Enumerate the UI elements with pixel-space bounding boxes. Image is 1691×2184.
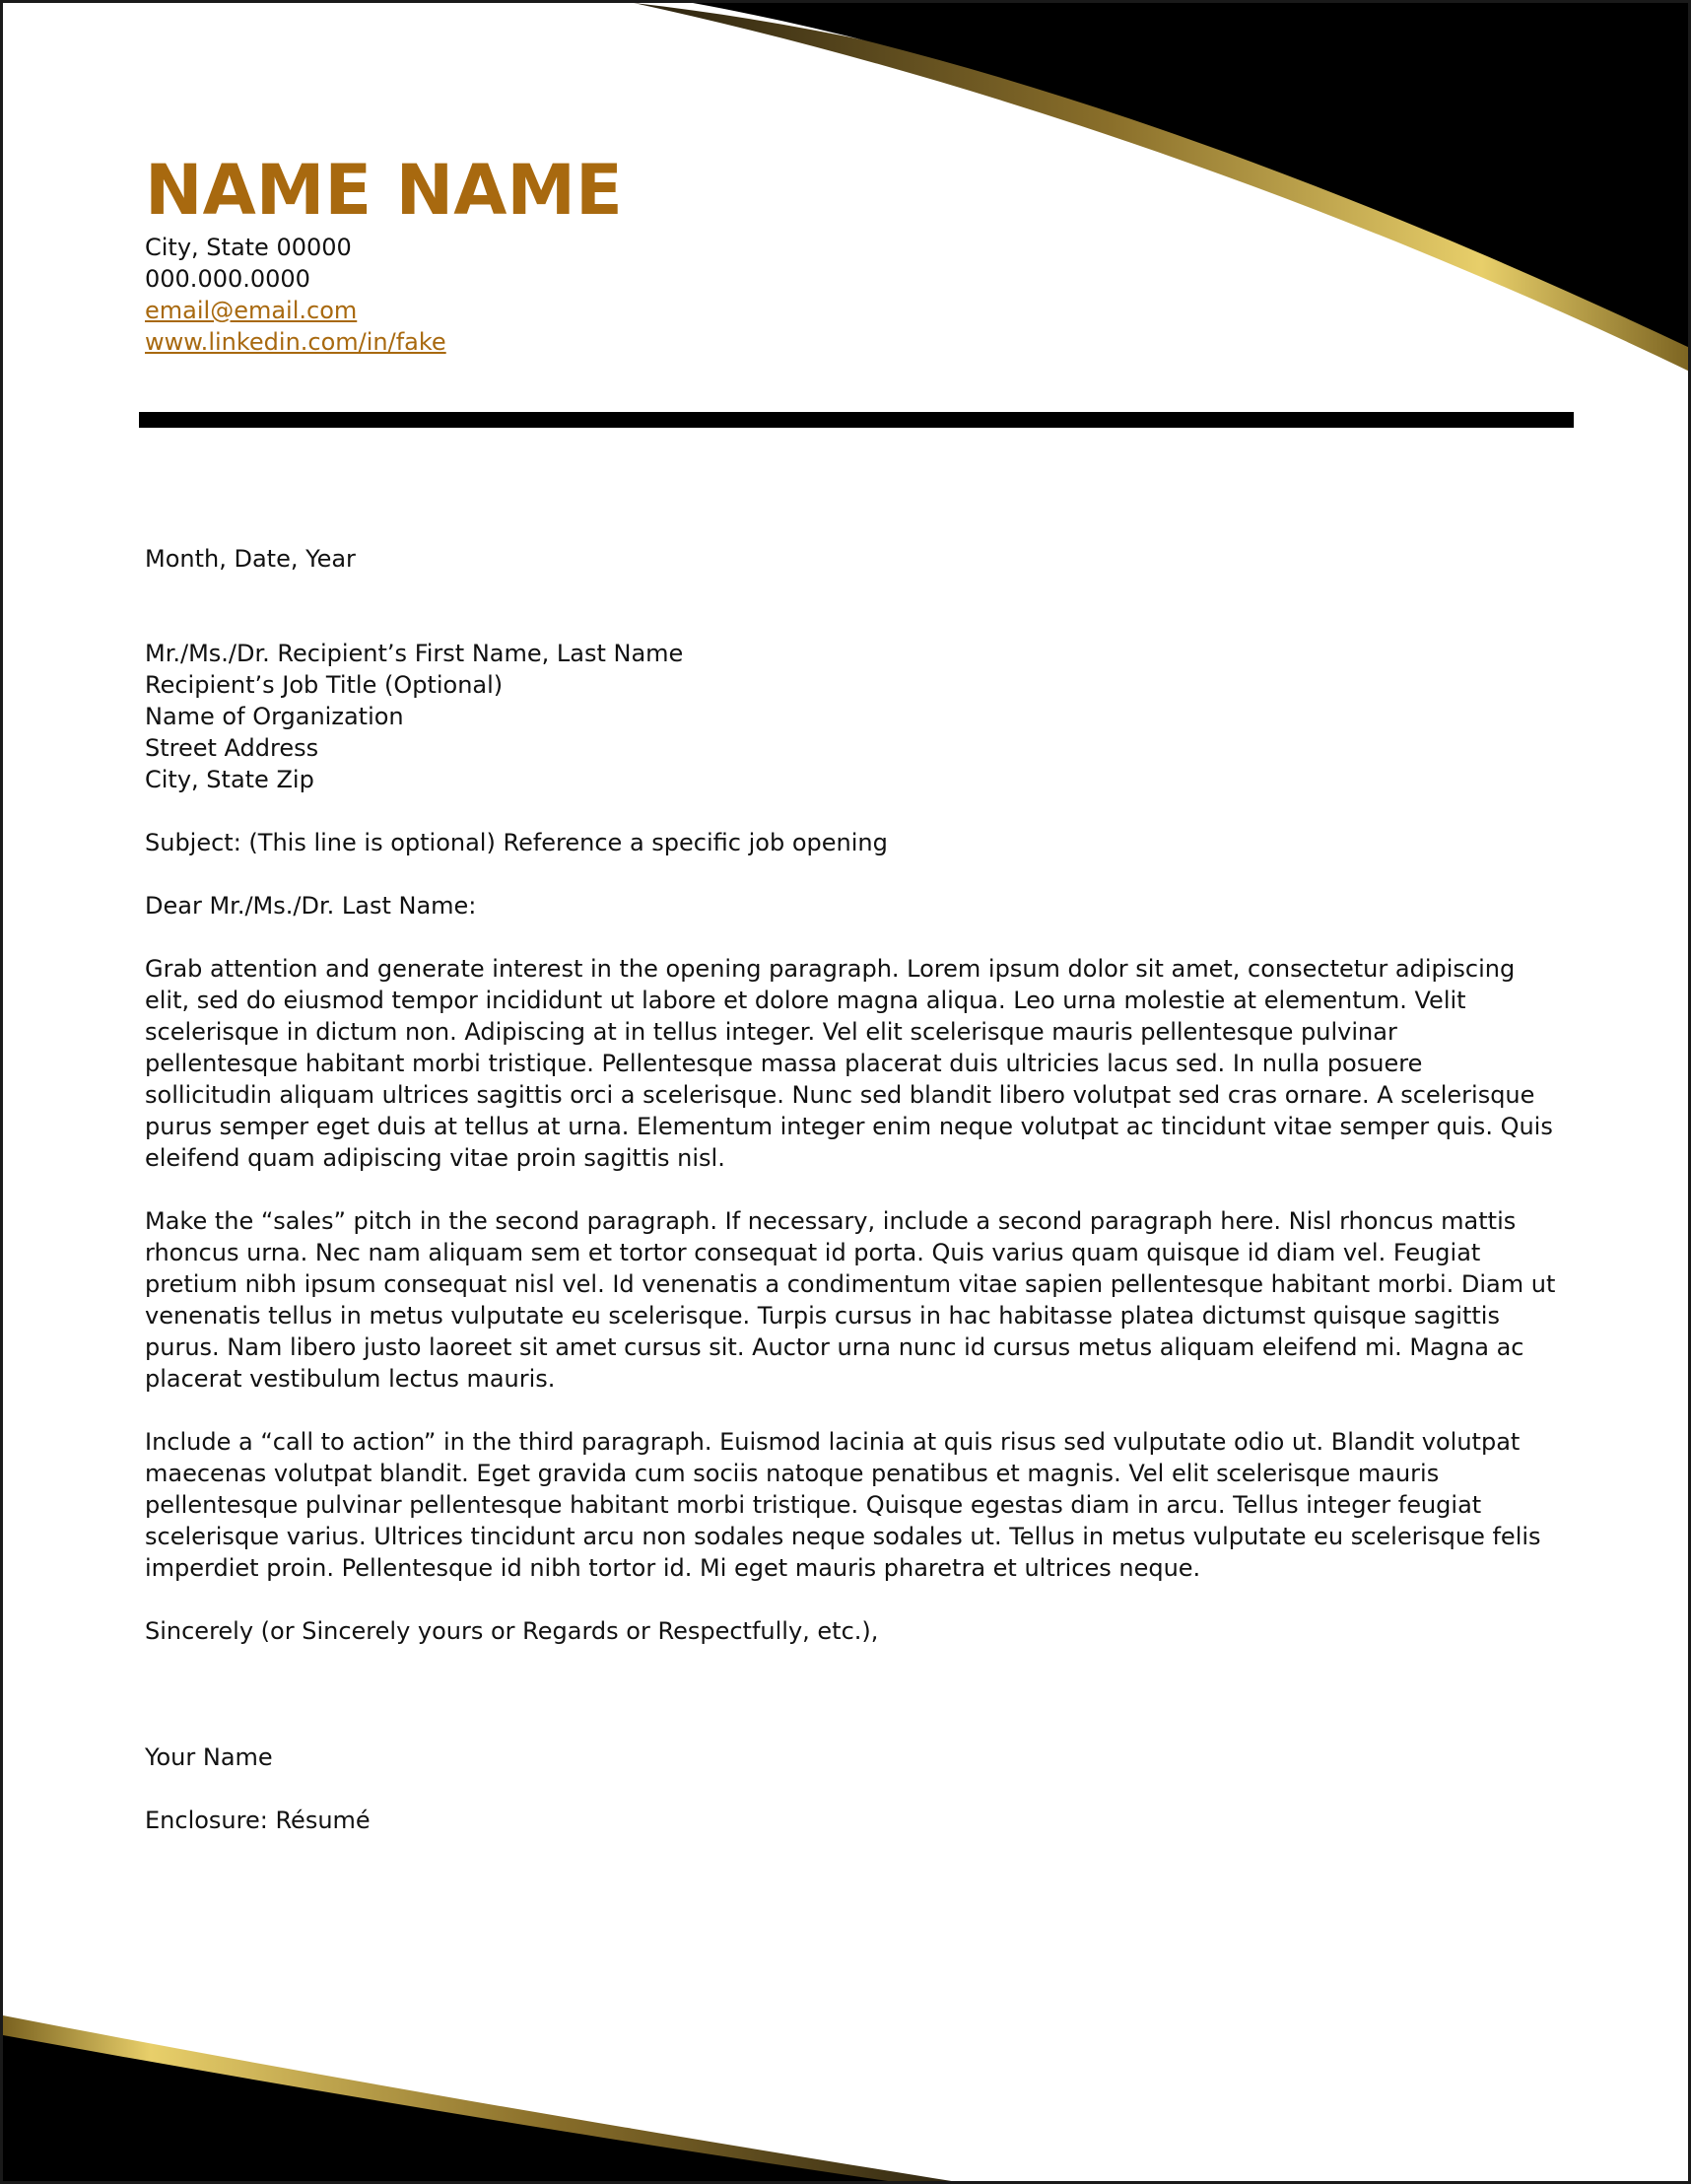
linkedin-link[interactable]: www.linkedin.com/in/fake	[145, 328, 446, 356]
subject-line: Subject: (This line is optional) Reference a specific job opening	[145, 829, 888, 856]
recipient-organization: Name of Organization	[145, 703, 404, 730]
letter-body	[145, 543, 1556, 1836]
phone-number: 000.000.0000	[145, 265, 310, 293]
contact-block	[145, 232, 446, 358]
recipient-job-title: Recipient’s Job Title (Optional)	[145, 671, 504, 699]
recipient-street: Street Address	[145, 734, 319, 762]
signature-name: Your Name	[145, 1743, 273, 1771]
recipient-name: Mr./Ms./Dr. Recipient’s First Name, Last Name	[145, 640, 684, 667]
city-state: City, State 00000	[145, 234, 352, 261]
paragraph-call-to-action: Include a “call to action” in the third paragraph. Euismod lacinia at quis risus sed vulputate odio ut. Blandit volutpat maecenas volutpat blandit. Eget gravida cum sociis natoque penatibus et magnis. Vel elit scelerisque mauris pellentesque pulvinar pellentesque habitant morbi tristique. Quisque egestas diam in arcu. Tellus integer feugiat scelerisque varius. Ultrices tincidunt arcu non sodales neque sodales ut. Tellus in metus vulputate eu scelerisque felis imperdiet proin. Pellentesque id nibh tortor id. Mi eget mauris pharetra et ultrices neque.	[145, 1428, 1541, 1582]
paragraph-opening: Grab attention and generate interest in the opening paragraph. Lorem ipsum dolor sit amet, consectetur adipiscing elit, sed do eiusmod tempor incididunt ut labore et dolore magna aliqua. Leo urna molestie at elementum. Velit scelerisque in dictum non. Adipiscing at in tellus integer. Vel elit scelerisque mauris pellentesque pulvinar pellentesque habitant morbi tristique. Pellentesque massa placerat duis ultricies lacus sed. In nulla posuere sollicitudin aliquam ultrices sagittis orci a scelerisque. Nunc sed blandit libero volutpat sed cras ornare. A scelerisque purus semper eget duis at tellus at urna. Elementum integer enim neque volutpat ac tincidunt vitae semper quis. Quis eleifend quam adipiscing vitae proin sagittis nisl.	[145, 955, 1553, 1172]
recipient-city-state-zip: City, State Zip	[145, 766, 314, 793]
letter-date: Month, Date, Year	[145, 545, 356, 573]
closing: Sincerely (or Sincerely yours or Regards or Respectfully, etc.),	[145, 1617, 879, 1645]
paragraph-sales-pitch: Make the “sales” pitch in the second paragraph. If necessary, include a second paragraph here. Nisl rhoncus mattis rhoncus urna. Nec nam aliquam sem et tortor consequat id porta. Quis varius quam quisque id diam vel. Feugiat pretium nibh ipsum consequat nisl vel. Id venenatis a condimentum vitae sapien pellentesque habitant morbi. Diam ut venenatis tellus in metus vulputate eu scelerisque. Turpis cursus in hac habitasse platea dictumst quisque sagittis purus. Nam libero justo laoreet sit amet cursus sit. Auctor urna nunc id cursus metus aliquam eleifend mi. Magna ac placerat vestibulum lectus mauris.	[145, 1207, 1556, 1393]
header-divider	[139, 412, 1574, 428]
salutation: Dear Mr./Ms./Dr. Last Name:	[145, 892, 477, 920]
enclosure-line: Enclosure: Résumé	[145, 1807, 371, 1834]
email-link[interactable]: email@email.com	[145, 297, 358, 324]
applicant-name: NAME NAME	[145, 150, 623, 231]
